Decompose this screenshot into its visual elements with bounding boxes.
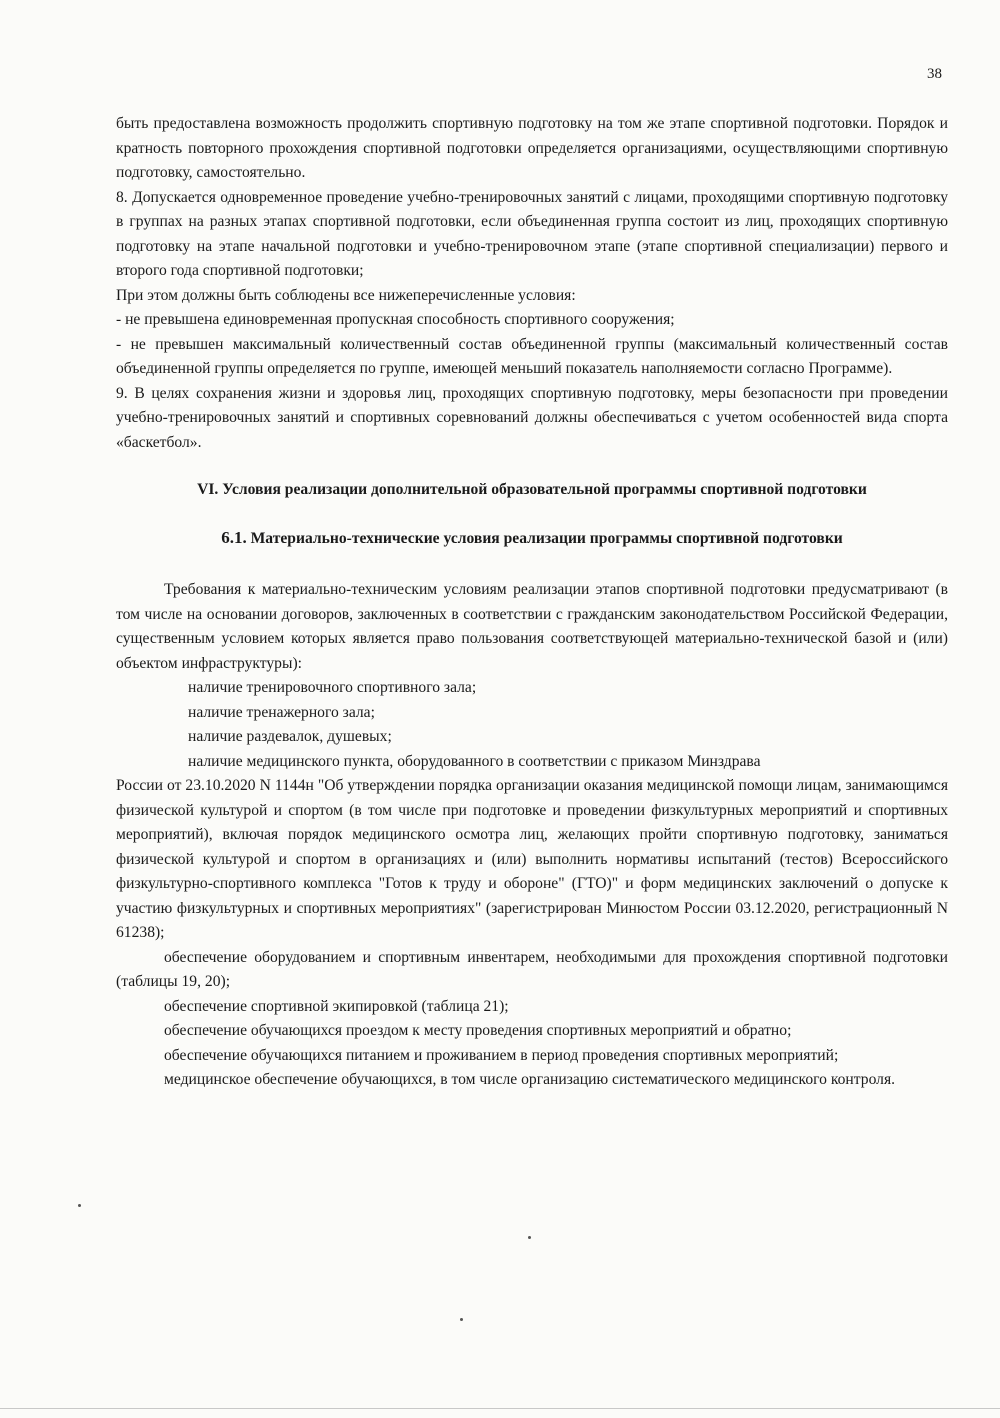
paragraph-item-8: 8. Допускается одновременное проведение учебно-тренировочных занятий с лицами, проходящими спортивную подготовку в группах на разных этапах спортивной подготовки, если объединенная группа состоит из лиц, проходящих спортивную подготовку на этапе начальной подготовки и учебно-тренировочном этапе (этапе спортивной специализации) первого и второго года спортивной подготовки; <box>116 188 948 279</box>
condition-item: - не превышена единовременная пропускная способность спортивного сооружения; <box>116 311 675 328</box>
subsection-title-text: Материально-технические условия реализации программы спортивной подготовки <box>250 530 843 547</box>
scan-speck <box>460 1318 463 1321</box>
requirements-intro: Требования к материально-техническим условиям реализации этапов спортивной подготовки предусматривают (в том числе на основании договоров, заключенных в соответствии с гражданским законодательством Российской Федерации, существенным условием которых является право пользования соответствующей материально-технической базой и (или) объектом инфраструктуры): <box>116 581 948 672</box>
requirement-medical-first-line: наличие медицинского пункта, оборудованного в соответствии с приказом Минздрава <box>188 752 761 770</box>
requirement-item: наличие раздевалок, душевых; <box>188 728 392 745</box>
section-title: VI. Условия реализации дополнительной образовательной программы спортивной подготовки <box>197 481 867 498</box>
subsection-number: 6.1. <box>221 528 247 547</box>
condition-item: - не превышен максимальный количественный состав объединенной группы (максимальный количественный состав объединенной группы определяется по группе, имеющей меньший показатель наполняемости согласно Программе). <box>116 335 948 377</box>
requirement-item: обеспечение обучающихся проездом к месту проведения спортивных мероприятий и обратно; <box>164 1022 792 1039</box>
requirement-item: обеспечение обучающихся питанием и проживанием в период проведения спортивных мероприятий; <box>164 1046 839 1064</box>
requirement-item: обеспечение оборудованием и спортивным инвентарем, необходимыми для прохождения спортивной подготовки (таблицы 19, 20); <box>116 948 948 990</box>
requirement-item: наличие тренировочного спортивного зала; <box>188 679 477 696</box>
scan-bottom-edge <box>0 1408 1000 1409</box>
paragraph-continuation: быть предоставлена возможность продолжить спортивную подготовку на том же этапе спортивной подготовки. Порядок и кратность повторного прохождения спортивной подготовки определяется организациями, осуществляющими спортивную подготовку, самостоятельно. <box>116 115 948 181</box>
requirement-medical-continuation: России от 23.10.2020 N 1144н "Об утверждении порядка организации оказания медицинской помощи лицам, занимающимся физической культурой и спортом (в том числе при подготовке и проведении физкультурных мероприятий и спортивных мероприятий), включая порядок медицинского осмотра лиц, желающих пройти спортивную подготовку, заниматься физической культурой и спортом в организациях и (или) выполнить нормативы испытаний (тестов) Всероссийского физкультурно-спортивного комплекса "Готов к труду и обороне" (ГТО)" и форм медицинских заключений о допуске к участию физкультурных и спортивных мероприятиях" (зарегистрирован Минюстом России 03.12.2020, регистрационный N 61238); <box>116 777 948 941</box>
page-number: 38 <box>927 66 942 82</box>
scan-speck <box>528 1236 531 1239</box>
document-body <box>116 112 948 1093</box>
paragraph-conditions-intro: При этом должны быть соблюдены все нижеперечисленные условия: <box>116 286 576 304</box>
requirement-item: медицинское обеспечение обучающихся, в том числе организацию систематического медицинского контроля. <box>164 1071 896 1088</box>
scan-speck <box>78 1204 81 1207</box>
paragraph-item-9: 9. В целях сохранения жизни и здоровья лиц, проходящих спортивную подготовку, меры безопасности при проведении учебно-тренировочных занятий и спортивных соревнований должны обеспечиваться с учетом особенностей вида спорта «баскетбол». <box>116 384 948 451</box>
subsection-title <box>116 527 948 550</box>
requirement-item: наличие тренажерного зала; <box>188 703 375 721</box>
requirement-item: обеспечение спортивной экипировкой (таблица 21); <box>164 997 509 1015</box>
